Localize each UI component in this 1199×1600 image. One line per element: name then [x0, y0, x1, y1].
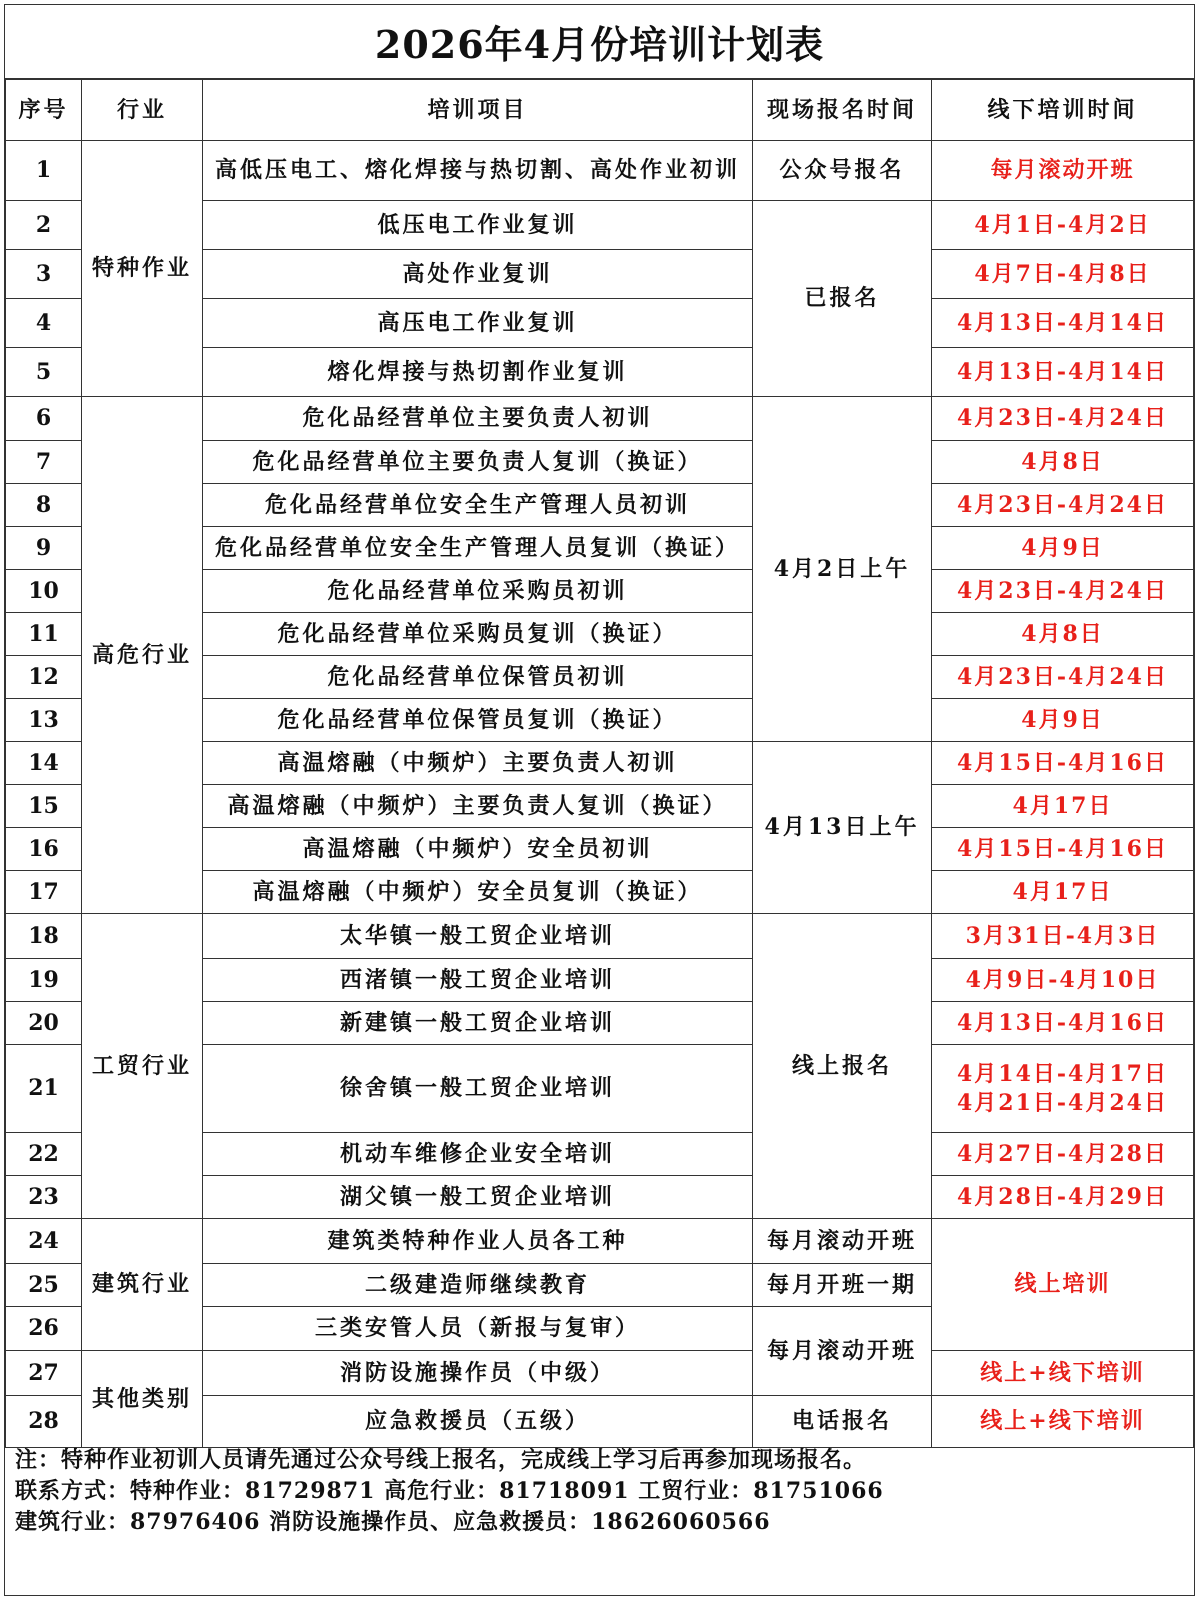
header-row	[6, 80, 1194, 141]
table-row	[6, 914, 1194, 959]
header-project: 培训项目	[203, 80, 753, 141]
offline-cell: 4月23日-4月24日	[932, 570, 1194, 613]
project-cell: 高温熔融（中频炉）主要负责人初训	[203, 742, 753, 785]
row-number: 3	[6, 250, 82, 299]
offline-cell: 4月15日-4月16日	[932, 742, 1194, 785]
signup-cell: 公众号报名	[753, 141, 932, 201]
row-number: 27	[6, 1351, 82, 1396]
project-cell: 徐舍镇一般工贸企业培训	[203, 1045, 753, 1133]
project-cell: 危化品经营单位保管员初训	[203, 656, 753, 699]
offline-cell: 4月23日-4月24日	[932, 484, 1194, 527]
project-cell: 危化品经营单位安全生产管理人员初训	[203, 484, 753, 527]
offline-cell: 4月9日	[932, 527, 1194, 570]
row-number: 13	[6, 699, 82, 742]
row-number: 21	[6, 1045, 82, 1133]
row-number: 26	[6, 1307, 82, 1351]
offline-cell: 4月17日	[932, 785, 1194, 828]
project-cell: 危化品经营单位采购员初训	[203, 570, 753, 613]
row-number: 11	[6, 613, 82, 656]
industry-cell: 高危行业	[82, 397, 203, 914]
project-cell: 高处作业复训	[203, 250, 753, 299]
row-number: 17	[6, 871, 82, 914]
signup-cell: 每月滚动开班	[753, 1307, 932, 1396]
row-number: 8	[6, 484, 82, 527]
offline-cell: 4月9日-4月10日	[932, 959, 1194, 1002]
row-number: 22	[6, 1133, 82, 1176]
project-cell: 低压电工作业复训	[203, 201, 753, 250]
project-cell: 建筑类特种作业人员各工种	[203, 1219, 753, 1264]
header-signup-time: 现场报名时间	[753, 80, 932, 141]
project-cell: 高温熔融（中频炉）主要负责人复训（换证）	[203, 785, 753, 828]
schedule-sheet	[4, 4, 1195, 1596]
offline-cell: 4月13日-4月14日	[932, 299, 1194, 348]
row-number: 28	[6, 1396, 82, 1448]
industry-cell: 特种作业	[82, 141, 203, 397]
offline-cell: 4月28日-4月29日	[932, 1176, 1194, 1219]
signup-cell: 4月13日上午	[753, 742, 932, 914]
offline-cell: 4月8日	[932, 613, 1194, 656]
project-cell: 危化品经营单位保管员复训（换证）	[203, 699, 753, 742]
offline-cell: 4月13日-4月14日	[932, 348, 1194, 397]
signup-cell: 已报名	[753, 201, 932, 397]
table-row	[6, 141, 1194, 201]
project-cell: 高压电工作业复训	[203, 299, 753, 348]
signup-cell: 每月开班一期	[753, 1264, 932, 1307]
row-number: 24	[6, 1219, 82, 1264]
project-cell: 西渚镇一般工贸企业培训	[203, 959, 753, 1002]
offline-cell: 4月13日-4月16日	[932, 1002, 1194, 1045]
row-number: 4	[6, 299, 82, 348]
row-number: 16	[6, 828, 82, 871]
row-number: 7	[6, 441, 82, 484]
offline-cell: 3月31日-4月3日	[932, 914, 1194, 959]
project-cell: 应急救援员（五级）	[203, 1396, 753, 1448]
project-cell: 机动车维修企业安全培训	[203, 1133, 753, 1176]
row-number: 14	[6, 742, 82, 785]
page-title: 2026年4月份培训计划表	[5, 5, 1194, 79]
offline-cell: 线上+线下培训	[932, 1351, 1194, 1396]
project-cell: 湖父镇一般工贸企业培训	[203, 1176, 753, 1219]
table-row	[6, 1351, 1194, 1396]
training-table	[5, 79, 1193, 1448]
project-cell: 危化品经营单位安全生产管理人员复训（换证）	[203, 527, 753, 570]
row-number: 25	[6, 1264, 82, 1307]
signup-cell: 每月滚动开班	[753, 1219, 932, 1264]
project-cell: 消防设施操作员（中级）	[203, 1351, 753, 1396]
offline-cell: 4月7日-4月8日	[932, 250, 1194, 299]
project-cell: 熔化焊接与热切割作业复训	[203, 348, 753, 397]
project-cell: 二级建造师继续教育	[203, 1264, 753, 1307]
signup-cell: 4月2日上午	[753, 397, 932, 742]
note-line: 注：特种作业初训人员请先通过公众号线上报名，完成线上学习后再参加现场报名。	[15, 1447, 867, 1473]
project-cell: 危化品经营单位主要负责人复训（换证）	[203, 441, 753, 484]
row-number: 23	[6, 1176, 82, 1219]
offline-date-line: 4月21日-4月24日	[957, 1089, 1168, 1116]
row-number: 1	[6, 141, 82, 201]
row-number: 10	[6, 570, 82, 613]
contact-line: 建筑行业：87976406 消防设施操作员、应急救援员：18626060566	[15, 1509, 771, 1535]
industry-cell: 工贸行业	[82, 914, 203, 1219]
table-row	[6, 1219, 1194, 1264]
signup-cell: 线上报名	[753, 914, 932, 1219]
industry-cell: 建筑行业	[82, 1219, 203, 1351]
row-number: 6	[6, 397, 82, 441]
contact-line: 联系方式：特种作业：81729871 高危行业：81718091 工贸行业：81751066	[15, 1478, 884, 1504]
header-no: 序号	[6, 80, 82, 141]
offline-cell: 4月1日-4月2日	[932, 201, 1194, 250]
header-offline-time: 线下培训时间	[932, 80, 1194, 141]
row-number: 19	[6, 959, 82, 1002]
offline-cell: 4月17日	[932, 871, 1194, 914]
project-cell: 三类安管人员（新报与复审）	[203, 1307, 753, 1351]
offline-cell: 线上+线下培训	[932, 1396, 1194, 1448]
offline-cell: 4月23日-4月24日	[932, 656, 1194, 699]
project-cell: 高温熔融（中频炉）安全员初训	[203, 828, 753, 871]
project-cell: 太华镇一般工贸企业培训	[203, 914, 753, 959]
project-cell: 新建镇一般工贸企业培训	[203, 1002, 753, 1045]
row-number: 2	[6, 201, 82, 250]
offline-cell: 4月8日	[932, 441, 1194, 484]
header-industry: 行业	[82, 80, 203, 141]
row-number: 18	[6, 914, 82, 959]
offline-cell: 4月23日-4月24日	[932, 397, 1194, 441]
offline-cell: 每月滚动开班	[932, 141, 1194, 201]
row-number: 20	[6, 1002, 82, 1045]
offline-cell: 4月9日	[932, 699, 1194, 742]
row-number: 12	[6, 656, 82, 699]
footer-notes	[5, 1439, 1194, 1595]
project-cell: 危化品经营单位主要负责人初训	[203, 397, 753, 441]
signup-cell: 电话报名	[753, 1396, 932, 1448]
offline-date-line: 4月14日-4月17日	[957, 1060, 1168, 1087]
row-number: 9	[6, 527, 82, 570]
project-cell: 危化品经营单位采购员复训（换证）	[203, 613, 753, 656]
offline-cell	[932, 1045, 1194, 1133]
offline-cell: 4月15日-4月16日	[932, 828, 1194, 871]
offline-cell: 线上培训	[932, 1219, 1194, 1351]
industry-cell: 其他类别	[82, 1351, 203, 1448]
row-number: 5	[6, 348, 82, 397]
project-cell: 高温熔融（中频炉）安全员复训（换证）	[203, 871, 753, 914]
offline-cell: 4月27日-4月28日	[932, 1133, 1194, 1176]
row-number: 15	[6, 785, 82, 828]
table-row	[6, 397, 1194, 441]
project-cell: 高低压电工、熔化焊接与热切割、高处作业初训	[203, 141, 753, 201]
